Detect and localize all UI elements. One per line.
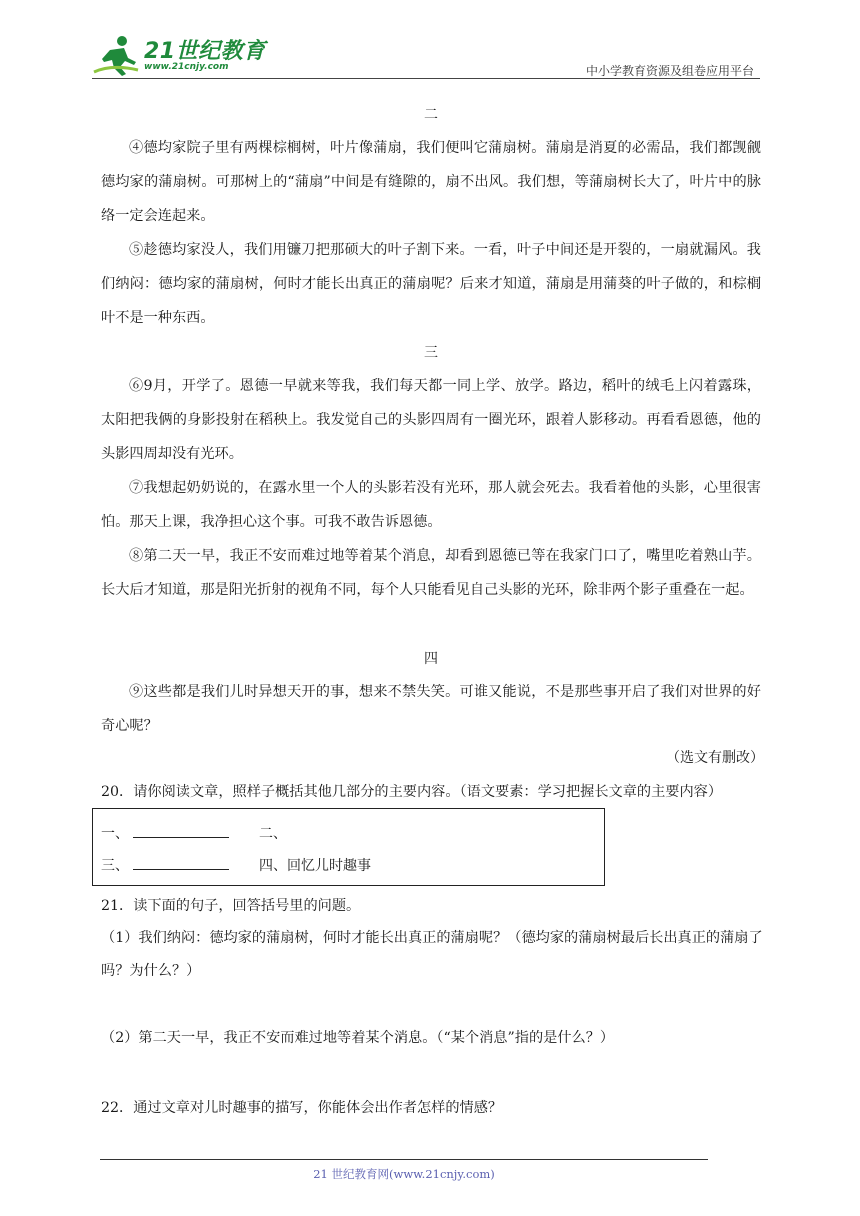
question-20: 20．请你阅读文章，照样子概括其他几部分的主要内容。（语文要素：学习把握长文章的主要内容） [101,784,723,800]
logo-url: www.21cnjy.com [144,62,229,72]
question-22: 22．通过文章对儿时趣事的描写，你能体会出作者怎样的情感？ [101,1100,503,1116]
header-divider [92,78,760,79]
answer-label-1: 一、 [101,826,129,842]
emphasized-phrase [365,1030,422,1046]
paragraph-8: ⑧第二天一早，我正不安而难过地等着某个消息，却看到恩德已等在我家门口了，嘴里吃着熟山芋。长大后才知道，那是阳光折射的视角不同，每个人只能看见自己头影的光环，除非两个影子重叠在一起。 [101,548,761,598]
answer-box [92,808,605,886]
emph-char-2: 个 • [380,1030,394,1046]
emph-char-1: 某 • [365,1030,379,1046]
emph-char-4: 息 • [408,1030,422,1046]
section-2-title: 二 [424,107,438,123]
site-logo[interactable] [92,34,272,78]
question-21-2-tail: 。（“某个消息”指的是什么？） [422,1030,615,1046]
question-21-1: （1）我们纳闷：德均家的蒲扇树，何时才能长出真正的蒲扇呢？（德均家的蒲扇树最后长出真正的蒲扇了吗？为什么？） [101,930,763,979]
paragraph-4: ④德均家院子里有两棵棕榈树，叶片像蒲扇，我们便叫它蒲扇树。蒲扇是消夏的必需品，我们都觊觎德均家的蒲扇树。可那树上的“蒲扇”中间是有缝隙的，扇不出风。我们想，等蒲扇树长大了，叶片中的脉络一定会连起来。 [101,140,761,224]
section-3-title: 三 [424,345,438,361]
answer-blank-3[interactable] [133,855,229,870]
source-note: （选文有删改） [666,750,764,766]
footer-divider [100,1159,708,1160]
platform-name: 中小学教育资源及组卷应用平台 [585,64,754,78]
paragraph-7: ⑦我想起奶奶说的，在露水里一个人的头影若没有光环，那人就会死去。我看着他的头影，心里很害怕。那天上课，我净担心这个事。可我不敢告诉恩德。 [101,480,761,530]
paragraph-9: ⑨这些都是我们儿时异想天开的事，想来不禁失笑。可谁又能说，不是那些事开启了我们对世界的好奇心呢？ [101,684,761,734]
question-21-2 [101,1022,771,1054]
emph-char-3: 消 • [394,1030,408,1046]
answer-label-4: 四、回忆儿时趣事 [259,858,371,874]
footer-text: 21 世纪教育网(www.21cnjy.com) [313,1167,495,1181]
answer-row-2 [101,855,229,875]
question-21: 21．读下面的句子，回答括号里的问题。 [101,898,361,914]
section-4-title: 四 [424,651,438,667]
answer-row-1 [101,823,229,843]
paragraph-6: ⑥9月，开学了。恩德一早就来等我，我们每天都一同上学、放学。路边，稻叶的绒毛上闪着露珠，太阳把我俩的身影投射在稻秧上。我发觉自己的头影四周有一圈光环，跟着人影移动。再看看恩德，他的头影四周却没有光环。 [101,378,761,462]
page-header [92,30,760,78]
answer-blank-1[interactable] [133,823,229,838]
answer-label-2: 二、 [259,826,287,842]
running-man-icon [92,34,142,78]
answer-label-3: 三、 [101,858,129,874]
paragraph-5: ⑤趁德均家没人，我们用镰刀把那硕大的叶子割下来。一看，叶子中间还是开裂的，一扇就漏风。我们纳闷：德均家的蒲扇树，何时才能长出真正的蒲扇呢？后来才知道，蒲扇是用蒲葵的叶子做的，和棕榈叶不是一种东西。 [101,242,761,326]
question-21-2-text: （2）第二天一早，我正不安而难过地等着 [101,1030,366,1046]
logo-text: 21世纪教育 [144,39,266,64]
